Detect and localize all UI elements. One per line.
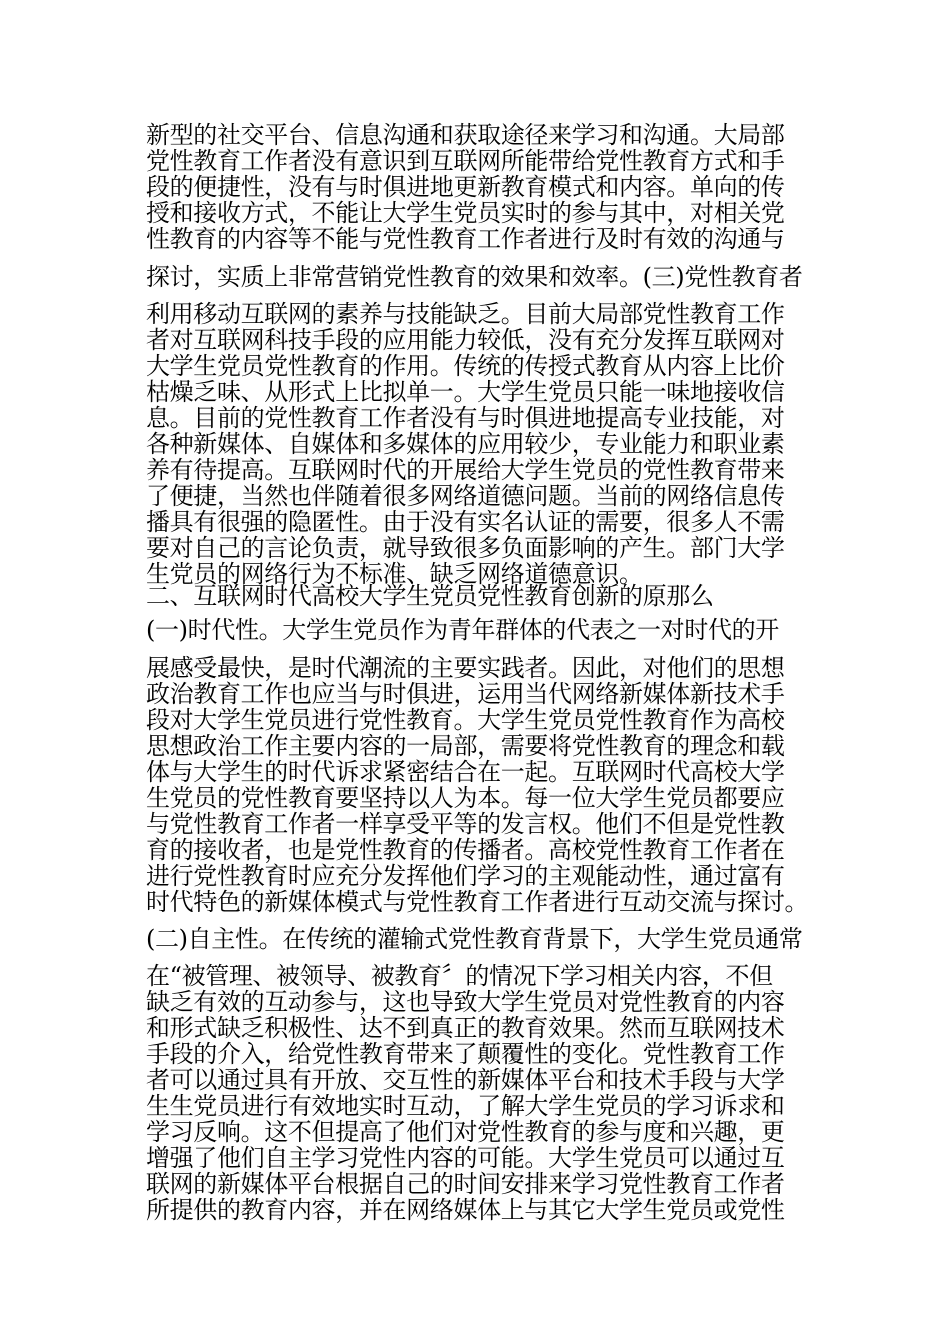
text-line: 和形式缺乏积极性、达不到真正的教育效果。然而互联网技术 [146, 1014, 785, 1042]
text-line: 要对自己的言论负责，就导致很多负面影响的产生。部门大学 [146, 534, 785, 562]
text-line: 播具有很强的隐匿性。由于没有实名认证的需要，很多人不需 [146, 508, 785, 536]
text-line: 手段的介入，给党性教育带来了颠覆性的变化。党性教育工作 [146, 1040, 785, 1068]
text-line: (二)自主性。在传统的灌输式党性教育背景下，大学生党员通常 [146, 925, 803, 953]
text-line: 段对大学生党员进行党性教育。大学生党员党性教育作为高校 [146, 706, 785, 734]
text-line: 新型的社交平台、信息沟通和获取途径来学习和沟通。大局部 [146, 121, 785, 149]
text-line: 枯燥乏味、从形式上比拟单一。大学生党员只能一味地接收信 [146, 378, 785, 406]
text-line: 体与大学生的时代诉求紧密结合在一起。互联网时代高校大学 [146, 758, 785, 786]
text-line: 利用移动互联网的素养与技能缺乏。目前大局部党性教育工作 [146, 300, 785, 328]
text-line: 者可以通过具有开放、交互性的新媒体平台和技术手段与大学 [146, 1066, 785, 1094]
text-line: (一)时代性。大学生党员作为青年群体的代表之一对时代的开 [146, 616, 779, 644]
text-line: 探讨，实质上非常营销党性教育的效果和效率。(三)党性教育者 [146, 263, 803, 291]
text-line: 时代特色的新媒体模式与党性教育工作者进行互动交流与探讨。 [146, 888, 809, 916]
text-line: 政治教育工作也应当与时俱进，运用当代网络新媒体新技术手 [146, 680, 785, 708]
text-line: 所提供的教育内容，并在网络媒体上与其它大学生党员或党性 [146, 1196, 785, 1224]
text-line: 段的便捷性，没有与时俱进地更新教育模式和内容。单向的传 [146, 173, 785, 201]
text-line: 增强了他们自主学习党性内容的可能。大学生党员可以通过互 [146, 1144, 785, 1172]
text-line: 了便捷，当然也伴随着很多网络道德问题。当前的网络信息传 [146, 482, 785, 510]
text-line: 育的接收者，也是党性教育的传播者。高校党性教育工作者在 [146, 836, 785, 864]
text-line: 在“被管理、被领导、被教育〞的情况下学习相关内容，不但 [146, 962, 773, 990]
text-line: 者对互联网科技手段的应用能力较低，没有充分发挥互联网对 [146, 326, 785, 354]
text-line: 党性教育工作者没有意识到互联网所能带给党性教育方式和手 [146, 147, 785, 175]
text-line: 与党性教育工作者一样享受平等的发言权。他们不但是党性教 [146, 810, 785, 838]
section-heading: 二、互联网时代高校大学生党员党性教育创新的原那么 [146, 582, 714, 610]
text-line: 学习反响。这不但提高了他们对党性教育的参与度和兴趣，更 [146, 1118, 785, 1146]
text-line: 展感受最快，是时代潮流的主要实践者。因此，对他们的思想 [146, 654, 785, 682]
text-line: 性教育的内容等不能与党性教育工作者进行及时有效的沟通与 [146, 225, 785, 253]
text-line: 授和接收方式，不能让大学生党员实时的参与其中，对相关党 [146, 199, 785, 227]
text-line: 生党员的党性教育要坚持以人为本。每一位大学生党员都要应 [146, 784, 785, 812]
text-line: 养有待提高。互联网时代的开展给大学生党员的党性教育带来 [146, 456, 785, 484]
text-line: 息。目前的党性教育工作者没有与时俱进地提高专业技能，对 [146, 404, 785, 432]
text-line: 思想政治工作主要内容的一局部，需要将党性教育的理念和载 [146, 732, 785, 760]
text-line: 大学生党员党性教育的作用。传统的传授式教育从内容上比价 [146, 352, 785, 380]
text-line: 进行党性教育时应充分发挥他们学习的主观能动性，通过富有 [146, 862, 785, 890]
text-line: 各种新媒体、自媒体和多媒体的应用较少，专业能力和职业素 [146, 430, 785, 458]
text-line: 生党员的网络行为不标准、缺乏网络道德意识。 [146, 560, 643, 588]
text-line: 缺乏有效的互动参与，这也导致大学生党员对党性教育的内容 [146, 988, 785, 1016]
text-line: 联网的新媒体平台根据自己的时间安排来学习党性教育工作者 [146, 1170, 785, 1198]
text-line: 生生党员进行有效地实时互动，了解大学生党员的学习诉求和 [146, 1092, 785, 1120]
